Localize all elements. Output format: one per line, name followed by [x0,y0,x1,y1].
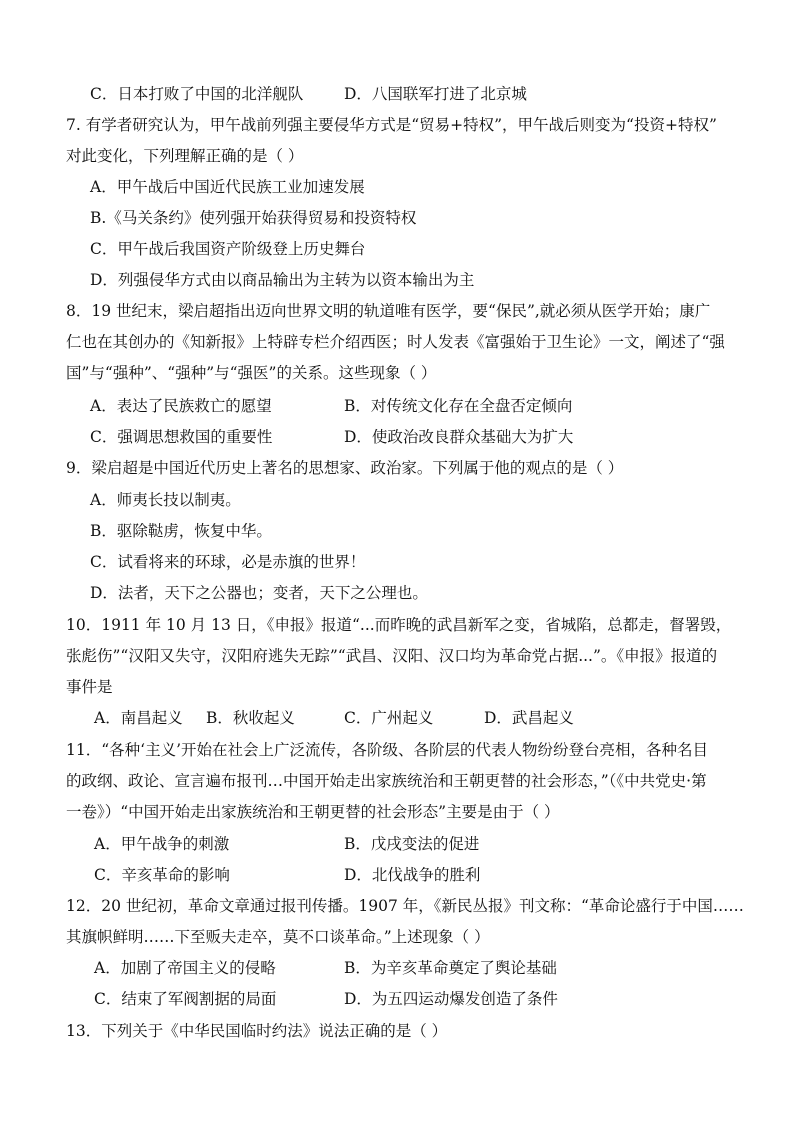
q11-stem-line-1: 11．“各种‘主义’开始在社会上广泛流传，各阶级、各阶层的代表人物纷纷登台亮相，各种名目 [66,741,709,759]
q10-option-d: D．武昌起义 [484,709,574,727]
q6-option-d: D．八国联军打进了北京城 [344,85,527,103]
q7-option-b: B.《马关条约》使列强开始获得贸易和投资特权 [90,209,417,227]
q7-option-a: A．甲午战后中国近代民族工业加速发展 [90,178,365,196]
q7-option-c: C．甲午战后我国资产阶级登上历史舞台 [90,240,366,258]
q10-stem-line-1: 10．1911 年 10 月 13 日，《申报》报道“...而昨晚的武昌新军之变，省城陷，总都走，督署毁， [66,616,732,634]
q12-stem-line-2: 其旗帜鲜明……下至贩夫走卒，莫不口谈革命。”上述现象（ ） [66,928,490,946]
q11-stem-line-3: 一卷》）“中国开始走出家族统治和王朝更替的社会形态”主要是由于（ ） [66,803,560,821]
q12-option-a: A．加剧了帝国主义的侵略 [94,959,276,977]
q7-stem-line-1: 7. 有学者研究认为，甲午战前列强主要侵华方式是“贸易+特权”，甲午战后则变为“投资+特权” [66,116,717,134]
q8-option-d: D．使政治改良群众基础大为扩大 [344,428,574,446]
q9-option-c: C．试看将来的环球，必是赤旗的世界！ [90,553,366,571]
q11-option-a: A．甲午战争的刺激 [94,835,230,853]
q7-stem-line-2: 对此变化，下列理解正确的是（ ） [66,147,304,165]
q12-stem-line-1: 12．20 世纪初，革命文章通过报刊传播。1907 年，《新民丛报》刊文称：“革命论盛行于中国…… [66,897,744,915]
q11-option-c: C．辛亥革命的影响 [94,866,230,884]
q9-option-b: B．驱除鞑虏，恢复中华。 [90,522,272,540]
q8-stem-line-2: 仁也在其创办的《知新报》上特辟专栏介绍西医；时人发表《富强始于卫生论》一文，阐述了“强 [66,333,725,351]
q11-stem-line-2: 的政纲、政论、宣言遍布报刊…中国开始走出家族统治和王朝更替的社会形态，”（《中共党史·第 [66,772,707,790]
q10-option-c: C．广州起义 [344,709,434,727]
q8-option-c: C．强调思想救国的重要性 [90,428,273,446]
q11-option-d: D．北伐战争的胜利 [344,866,481,884]
q10-stem-line-2: 张彪伤”“汉阳又失守，汉阳府逃失无踪”“武昌、汉阳、汉口均为革命党占据...”。《申报》报道的 [66,647,718,665]
q12-option-b: B．为辛亥革命奠定了舆论基础 [344,959,557,977]
q12-option-c: C．结束了军阀割据的局面 [94,990,277,1008]
q10-option-b: B．秋收起义 [206,709,295,727]
q7-option-d: D．列强侵华方式由以商品输出为主转为以资本输出为主 [90,271,475,289]
q8-option-b: B．对传统文化存在全盘否定倾向 [344,397,573,415]
q10-stem-line-3: 事件是 [66,678,113,696]
q8-stem-line-3: 国”与“强种”、“强种”与“强医”的关系。这些现象（ ） [66,364,437,382]
q8-option-a: A．表达了民族救亡的愿望 [90,397,272,415]
q8-stem-line-1: 8．19 世纪末，梁启超指出迈向世界文明的轨道唯有医学，要“保民”,就必须从医学开始；康广 [66,302,711,320]
q9-option-d: D．法者，天下之公器也；变者，天下之公理也。 [90,584,428,602]
q13-stem-line-1: 13．下列关于《中华民国临时约法》说法正确的是（ ） [66,1022,448,1040]
q9-option-a: A．师夷长技以制夷。 [90,491,241,509]
q10-option-a: A．南昌起义 [94,709,183,727]
q12-option-d: D．为五四运动爆发创造了条件 [344,990,558,1008]
q6-option-c: C．日本打败了中国的北洋舰队 [90,85,304,103]
q9-stem-line-1: 9．梁启超是中国近代历史上著名的思想家、政治家。下列属于他的观点的是（ ） [66,459,624,477]
q11-option-b: B．戊戌变法的促进 [344,835,480,853]
